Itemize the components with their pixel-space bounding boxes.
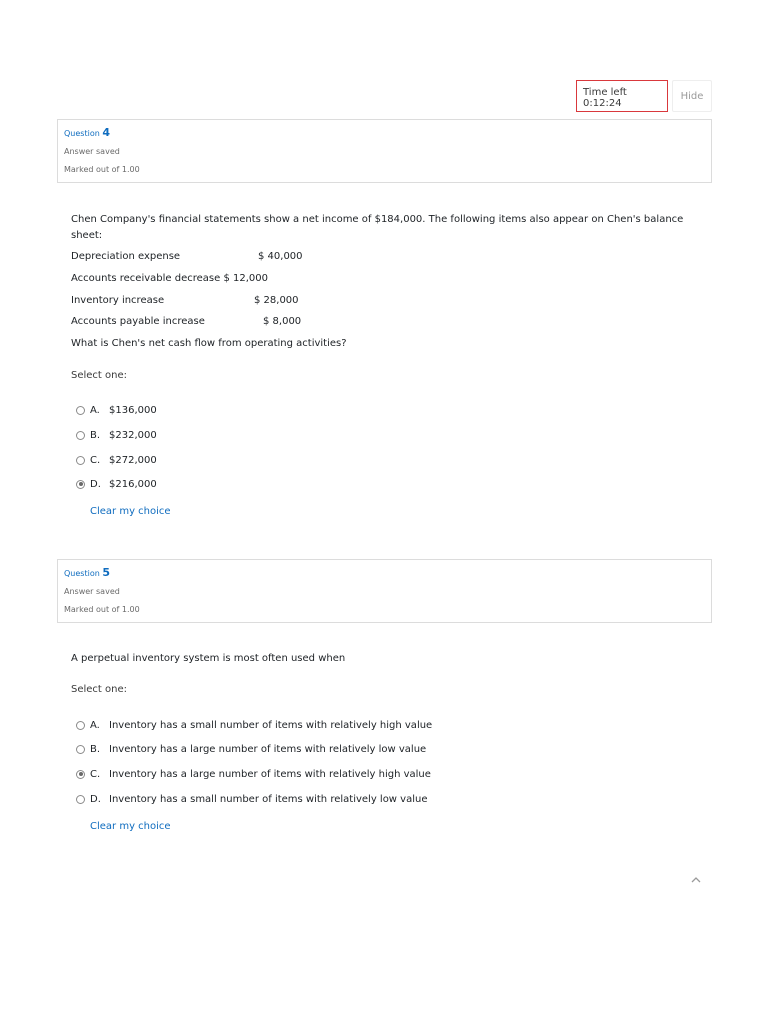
- question-4-item-label: Accounts receivable decrease $ 12,000: [71, 273, 268, 284]
- time-left-text: Time left 0:12:24: [583, 87, 627, 109]
- chevron-up-icon: [691, 876, 701, 883]
- question-5-option-b[interactable]: B. Inventory has a large number of items with relatively low value: [76, 742, 426, 756]
- time-left-indicator: [576, 80, 668, 112]
- question-5-state: Answer saved: [64, 587, 120, 596]
- radio-button[interactable]: [76, 745, 85, 754]
- question-4-item-label: Depreciation expense: [71, 251, 181, 262]
- radio-button[interactable]: [76, 795, 85, 804]
- question-4-grade: Marked out of 1.00: [64, 165, 140, 174]
- radio-button[interactable]: [76, 406, 85, 415]
- question-4-option-b[interactable]: B. $232,000: [76, 428, 157, 442]
- question-5-select-one: Select one:: [71, 684, 128, 695]
- scroll-to-top-button[interactable]: [689, 872, 703, 886]
- question-4-item-label: Inventory increase: [71, 295, 165, 306]
- question-4-item-value: $ 8,000: [263, 316, 302, 327]
- question-4-info: [57, 119, 712, 183]
- radio-button[interactable]: [76, 721, 85, 730]
- question-5-title: Question 5: [64, 566, 110, 579]
- question-4-item-value: $ 40,000: [258, 251, 303, 262]
- question-4-option-a[interactable]: A. $136,000: [76, 403, 157, 417]
- question-4-title: Question 4: [64, 126, 110, 139]
- question-4-prompt: What is Chen's net cash flow from operating activities?: [71, 338, 347, 349]
- question-5-grade: Marked out of 1.00: [64, 605, 140, 614]
- question-4-option-c[interactable]: C. $272,000: [76, 453, 157, 467]
- question-4-option-d[interactable]: D. $216,000: [76, 477, 157, 491]
- question-4-item-value: $ 28,000: [254, 295, 299, 306]
- question-5-info: [57, 559, 712, 623]
- question-5-clear-choice-link[interactable]: Clear my choice: [90, 821, 171, 832]
- radio-button[interactable]: [76, 456, 85, 465]
- question-4-text: Chen Company's financial statements show a net income of $184,000. The following items also appear on Chen's balance sheet:: [71, 214, 684, 241]
- radio-button-selected[interactable]: [76, 770, 85, 779]
- radio-button[interactable]: [76, 431, 85, 440]
- question-4-select-one: Select one:: [71, 370, 128, 381]
- hide-timer-button[interactable]: Hide: [672, 80, 712, 112]
- question-5-option-a[interactable]: A. Inventory has a small number of items with relatively high value: [76, 718, 432, 732]
- radio-button-selected[interactable]: [76, 480, 85, 489]
- question-5-text: A perpetual inventory system is most often used when: [71, 653, 346, 664]
- question-4-clear-choice-link[interactable]: Clear my choice: [90, 506, 171, 517]
- question-5-option-d[interactable]: D. Inventory has a small number of items with relatively low value: [76, 792, 427, 806]
- question-5-option-c[interactable]: C. Inventory has a large number of items with relatively high value: [76, 767, 431, 781]
- question-4-state: Answer saved: [64, 147, 120, 156]
- question-4-item-label: Accounts payable increase: [71, 316, 205, 327]
